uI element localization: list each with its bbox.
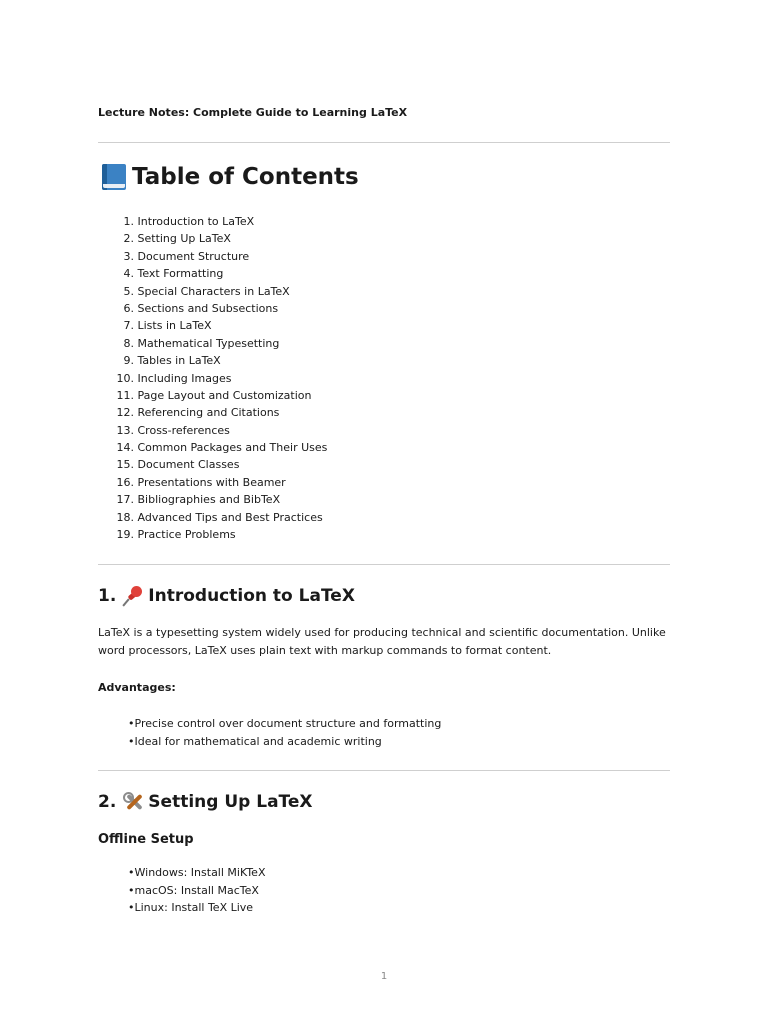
toc-item-label: Introduction to LaTeX <box>137 215 255 228</box>
list-item <box>128 733 441 751</box>
section-2-heading <box>98 791 313 813</box>
toc-item-number: 2. <box>123 232 134 246</box>
toc-item-number: 13. <box>116 423 134 437</box>
toc-item-number: 10. <box>116 371 134 385</box>
list-item-text: macOS: Install MacTeX <box>134 883 259 897</box>
toc-item-number: 19. <box>116 528 134 542</box>
toc-item-label: Lists in LaTeX <box>137 319 212 333</box>
toc-item-label: Text Formatting <box>137 267 224 281</box>
list-item-text: Linux: Install TeX Live <box>134 901 254 914</box>
document-title: Lecture Notes: Complete Guide to Learning LaTeX <box>98 106 408 119</box>
toc-item-number: 8. <box>123 336 134 350</box>
divider <box>98 142 670 143</box>
toc-item <box>98 509 327 526</box>
toc-item-number: 4. <box>123 267 134 281</box>
section-number: 1. <box>98 586 117 606</box>
list-item <box>128 864 265 882</box>
toc-item-label: Tables in LaTeX <box>137 354 221 368</box>
toc-item-number: 11. <box>116 388 134 402</box>
toc-item-number: 15. <box>116 458 134 472</box>
toc-item-number: 1. <box>123 215 134 228</box>
toc-item-label: Document Classes <box>137 458 240 472</box>
advantages-list <box>128 715 441 750</box>
section-number: 2. <box>98 792 117 812</box>
toc-item-number: 5. <box>123 284 134 298</box>
toc-item <box>98 317 327 334</box>
toc-item-number: 12. <box>116 406 134 420</box>
toc-item-label: Including Images <box>137 371 232 385</box>
toc-item <box>98 265 327 282</box>
list-item-text: Ideal for mathematical and academic writing <box>134 734 382 748</box>
toc-heading <box>100 162 359 192</box>
toc-item <box>98 248 327 265</box>
toc-item-label: Setting Up LaTeX <box>137 232 231 246</box>
toc-item <box>98 213 327 230</box>
offline-setup-heading: Offline Setup <box>98 832 194 847</box>
hammer-and-wrench-icon <box>122 791 146 813</box>
advantages-label: Advantages: <box>98 681 176 694</box>
toc-item-label: Bibliographies and BibTeX <box>137 493 281 507</box>
toc-item-number: 9. <box>123 354 134 368</box>
toc-item <box>98 422 327 439</box>
toc-item-number: 3. <box>123 249 134 263</box>
toc-item-label: Practice Problems <box>137 528 236 542</box>
toc-item <box>98 404 327 421</box>
toc-item <box>98 370 327 387</box>
toc-item-label: Cross-references <box>137 423 230 437</box>
table-of-contents <box>98 213 327 543</box>
toc-item <box>98 352 327 369</box>
list-item-text: Precise control over document structure and formatting <box>134 717 442 730</box>
toc-item-number: 14. <box>116 441 134 455</box>
divider <box>98 564 670 565</box>
toc-heading-text: Table of Contents <box>132 164 359 190</box>
toc-item-label: Presentations with Beamer <box>137 475 286 489</box>
toc-item <box>98 387 327 404</box>
toc-item-label: Common Packages and Their Uses <box>137 441 328 455</box>
toc-item-number: 7. <box>123 319 134 333</box>
toc-item-label: Page Layout and Customization <box>137 388 312 402</box>
list-item-text: Windows: Install MiKTeX <box>134 866 266 879</box>
toc-item-label: Advanced Tips and Best Practices <box>137 510 323 524</box>
toc-item <box>98 230 327 247</box>
toc-item-number: 18. <box>116 510 134 524</box>
toc-item <box>98 474 327 491</box>
divider <box>98 770 670 771</box>
toc-item <box>98 491 327 508</box>
section-title: Setting Up LaTeX <box>148 792 313 812</box>
toc-item-label: Mathematical Typesetting <box>137 336 280 350</box>
blue-book-icon <box>100 162 128 192</box>
toc-item <box>98 300 327 317</box>
list-item <box>128 899 265 917</box>
toc-item-number: 17. <box>116 493 134 507</box>
toc-item-label: Special Characters in LaTeX <box>137 284 290 298</box>
toc-item <box>98 526 327 543</box>
toc-item-label: Document Structure <box>137 249 250 263</box>
section-1-heading <box>98 585 355 607</box>
setup-list <box>128 864 265 917</box>
pushpin-icon <box>122 585 146 607</box>
toc-item-label: Sections and Subsections <box>137 301 279 315</box>
toc-item-label: Referencing and Citations <box>137 406 280 420</box>
list-item <box>128 715 441 733</box>
toc-item <box>98 456 327 473</box>
toc-item-number: 6. <box>123 301 134 315</box>
toc-item <box>98 335 327 352</box>
list-item <box>128 882 265 900</box>
page-number: 1 <box>380 971 388 982</box>
toc-item <box>98 283 327 300</box>
toc-item <box>98 439 327 456</box>
section-title: Introduction to LaTeX <box>148 586 355 606</box>
toc-item-number: 16. <box>116 475 134 489</box>
section-1-intro: LaTeX is a typesetting system widely used for producing technical and scientific documentation. Unlike word processors, LaTeX uses plain text with markup commands to format content. <box>98 626 666 657</box>
